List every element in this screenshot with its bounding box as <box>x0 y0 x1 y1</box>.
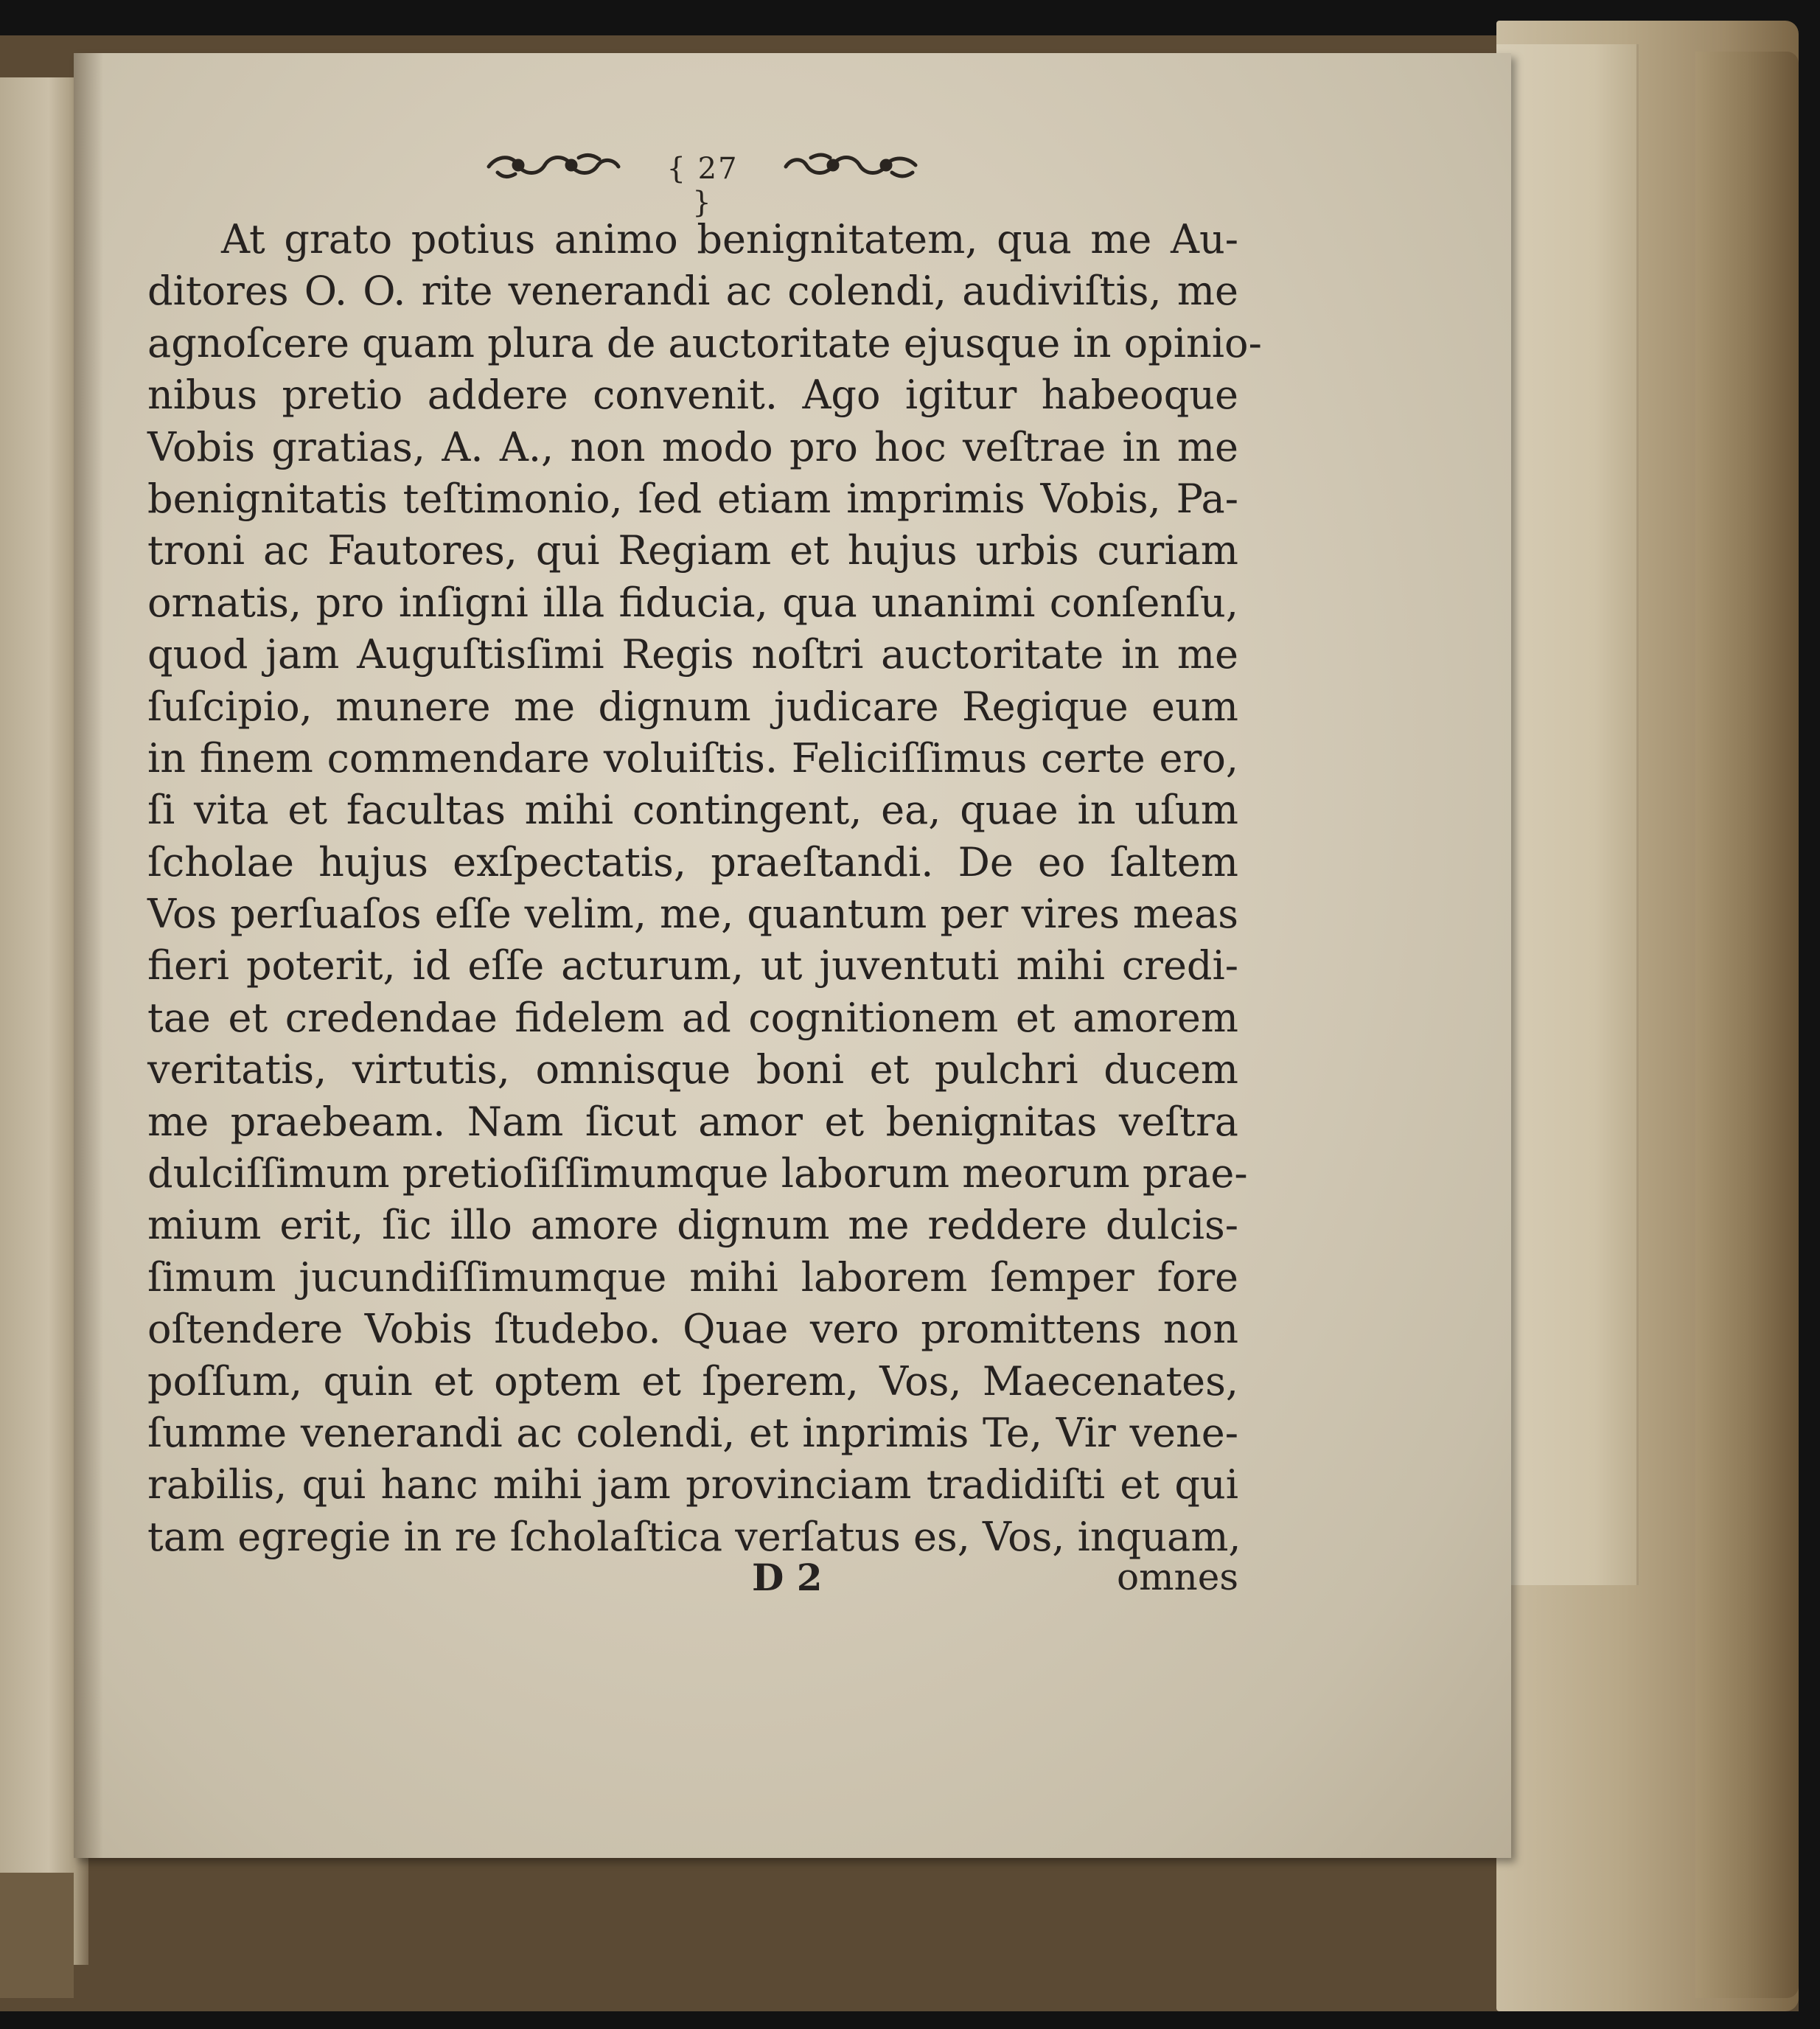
text-line: benignitatis teſtimonio, ſed etiam imprimis Vobis, Pa- <box>147 475 1238 522</box>
right-page-edges <box>1695 52 1799 1998</box>
text-line: ſumme venerandi ac colendi, et inprimis Te, Vir vene- <box>147 1409 1238 1456</box>
text-line: ornatis, pro inſigni illa fiducia, qua unanimi conſenſu, <box>147 579 1238 626</box>
folded-leaf <box>1496 44 1639 1585</box>
text-line: Vobis gratias, A. A., non modo pro hoc veſtrae in me <box>147 423 1238 470</box>
text-line: ditores O. O. rite venerandi ac colendi, audiviſtis, me <box>147 268 1238 315</box>
text-line: in finem commendare voluiſtis. Feliciſſimus certe ero, <box>147 734 1238 782</box>
text-line: troni ac Fautores, qui Regiam et hujus urbis curiam <box>147 527 1238 574</box>
text-line: fieri poterit, id eſſe acturum, ut juventuti mihi credi- <box>147 942 1238 989</box>
text-line: tae et credendae fidelem ad cognitionem et amorem <box>147 994 1238 1041</box>
text-line: veritatis, virtutis, omnisque boni et pulchri ducem <box>147 1046 1238 1093</box>
left-board-edge <box>0 1873 74 1998</box>
text-line: agnoſcere quam plura de auctoritate ejusque in opinio- <box>147 319 1262 366</box>
text-line: ſcholae hujus exſpectatis, praeſtandi. De eo ſaltem <box>147 838 1238 885</box>
gutter-shadow <box>74 53 103 1858</box>
catchword: omnes <box>1117 1556 1238 1598</box>
page-number-value: 27 <box>697 152 739 186</box>
text-line: rabilis, qui hanc mihi jam provinciam tradidiſti et qui <box>147 1461 1238 1508</box>
text-line: At grato potius animo benignitatem, qua me Au- <box>221 216 1238 262</box>
text-line: me praebeam. Nam ſicut amor et benignitas veſtra <box>147 1098 1238 1145</box>
ornament-left-icon <box>483 147 623 184</box>
page-footer <box>147 1556 1238 1607</box>
body-text <box>147 214 1262 1563</box>
text-line: ſuſcipio, munere me dignum judicare Regique eum <box>147 683 1238 730</box>
text-line: oſtendere Vobis ſtudebo. Quae vero promittens non <box>147 1306 1238 1353</box>
text-line: ſimum jucundiſſimumque mihi laborem ſemper fore <box>147 1253 1238 1301</box>
running-head <box>483 147 925 220</box>
text-line: mium erit, ſic illo amore dignum me reddere dulcis- <box>147 1202 1238 1249</box>
signature-mark: D 2 <box>752 1556 823 1599</box>
text-line: ſi vita et facultas mihi contingent, ea, quae in uſum <box>147 787 1238 834</box>
text-line: Vos perſuaſos eſſe velim, me, quantum per vires meas <box>147 891 1238 938</box>
ornament-right-icon <box>781 147 921 184</box>
text-line: poſſum, quin et optem et ſperem, Vos, Maecenates, <box>147 1357 1238 1405</box>
text-line: tam egregie in re ſcholaſtica verſatus es, Vos, inquam, <box>147 1513 1241 1560</box>
page-number: { 27 } <box>666 152 739 220</box>
text-line: quod jam Auguſtisſimi Regis noſtri auctoritate in me <box>147 631 1238 678</box>
text-line: nibus pretio addere convenit. Ago igitur habeoque <box>147 372 1238 419</box>
text-line: dulciſſimum pretioſiſſimumque laborum meorum prae- <box>147 1150 1248 1197</box>
